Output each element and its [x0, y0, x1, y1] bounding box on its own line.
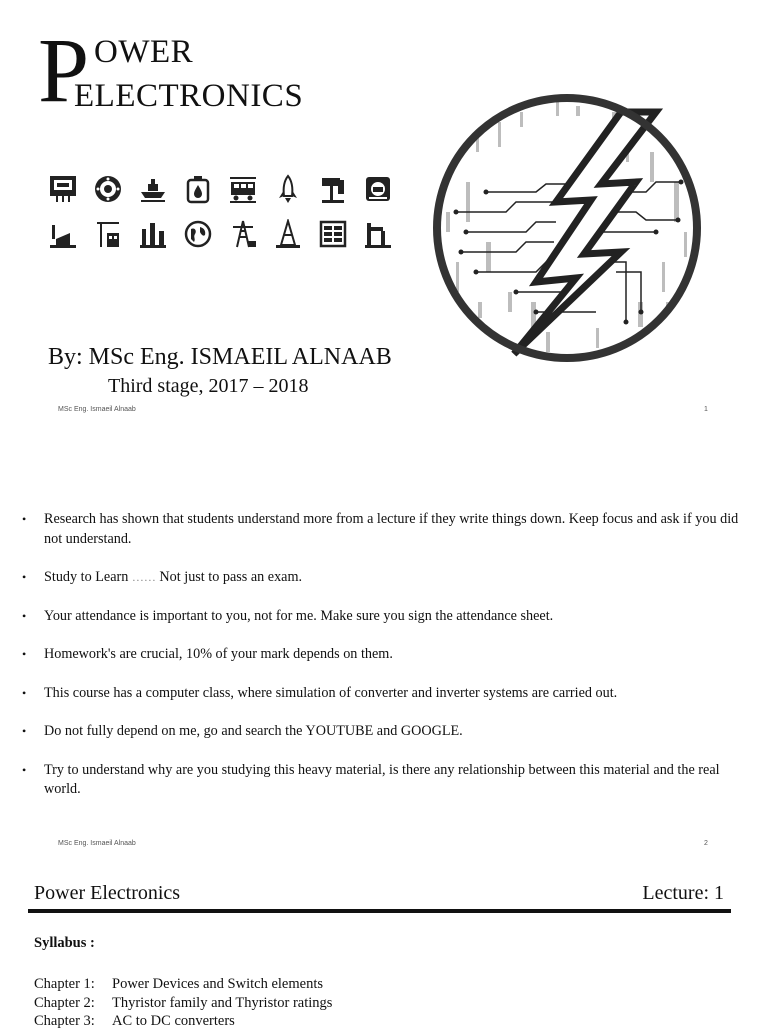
icon-row-2 — [48, 219, 408, 249]
advice-bullet-list — [22, 510, 742, 819]
bullet-text-continuation: Not just to pass an exam. — [159, 569, 303, 585]
bullet-text: Research has shown that students understand more from a lecture if they write things down. Keep focus and ask if you did not understand. — [44, 511, 739, 547]
chapter-title: AC to DC converters — [112, 1013, 235, 1029]
bullet-text: Your attendance is important to you, not for me. Make sure you sign the attendance sheet. — [44, 607, 554, 624]
chapter-title: Power Devices and Switch elements — [112, 976, 324, 992]
bullet-symbol: • — [22, 762, 27, 777]
oven-icon — [363, 174, 393, 204]
bullet-symbol: • — [22, 685, 27, 700]
circuit-board-icon — [48, 174, 78, 204]
oil-rig-icon — [273, 219, 303, 249]
title-initial: P — [38, 19, 90, 121]
gear-wheel-icon — [93, 174, 123, 204]
oil-pump-icon — [318, 174, 348, 204]
list-item — [34, 975, 332, 994]
slide-2-page-number: 2 — [704, 840, 708, 847]
list-item — [22, 568, 742, 588]
bullet-symbol: • — [22, 724, 27, 738]
document-header-title: Power Electronics — [34, 882, 181, 904]
lecture-number: Lecture: 1 — [642, 882, 724, 904]
bullet-symbol: • — [22, 608, 27, 623]
chapter-label: Chapter 1: — [34, 976, 95, 992]
oil-drop-icon — [183, 174, 213, 204]
stage-line: Third stage, 2017 – 2018 — [108, 375, 309, 397]
ship-icon — [138, 174, 168, 204]
syllabus-heading: Syllabus : — [34, 935, 95, 951]
header-divider — [28, 909, 731, 913]
bullet-text: Homework's are crucial, 10% of your mark depends on them. — [44, 646, 393, 662]
slide-2-footer-author: MSc Eng. Ismaeil Alnaab — [58, 840, 136, 847]
list-item — [22, 510, 742, 549]
list-item — [34, 1012, 332, 1031]
ellipsis: …… — [131, 570, 156, 584]
bullet-text: Do not fully depend on me, go and search the YOUTUBE and GOOGLE. — [44, 723, 463, 739]
chapter-label: Chapter 2: — [34, 994, 95, 1011]
icon-row-1 — [48, 174, 408, 204]
chapter-list — [34, 975, 332, 1031]
crane-building-icon — [93, 219, 123, 249]
list-item — [22, 607, 742, 627]
rocket-icon — [273, 174, 303, 204]
list-item — [22, 761, 742, 800]
lightning-circuit-circle-icon — [416, 92, 718, 364]
conveyor-icon — [363, 219, 393, 249]
list-item — [22, 645, 742, 665]
solar-panel-icon — [318, 219, 348, 249]
bullet-symbol: • — [22, 647, 27, 661]
title-line-2: ELECTRONICS — [74, 78, 304, 114]
bullet-text: Study to Learn — [44, 569, 129, 585]
tram-icon — [228, 174, 258, 204]
power-tower-icon — [228, 219, 258, 249]
globe-icon — [183, 219, 213, 249]
bullet-text: This course has a computer class, where simulation of converter and inverter systems are carried out. — [44, 684, 618, 701]
author-line: By: MSc Eng. ISMAEIL ALNAAB — [48, 344, 392, 370]
industry-icon-grid — [48, 174, 408, 264]
bullet-symbol: • — [22, 570, 27, 584]
chapter-label: Chapter 3: — [34, 1013, 95, 1029]
bullet-text: Try to understand why are you studying this heavy material, is there any relationship between this material and the real world. — [44, 761, 720, 797]
slide-1-footer-author: MSc Eng. Ismaeil Alnaab — [58, 406, 136, 413]
list-item — [34, 994, 332, 1013]
title-line-1: OWER — [94, 34, 194, 70]
list-item — [22, 722, 742, 742]
bullet-symbol: • — [22, 512, 27, 526]
slide-1-page-number: 1 — [704, 406, 708, 413]
chapter-title: Thyristor family and Thyristor ratings — [112, 994, 333, 1011]
refinery-icon — [138, 219, 168, 249]
list-item — [22, 684, 742, 704]
factory-icon — [48, 219, 78, 249]
